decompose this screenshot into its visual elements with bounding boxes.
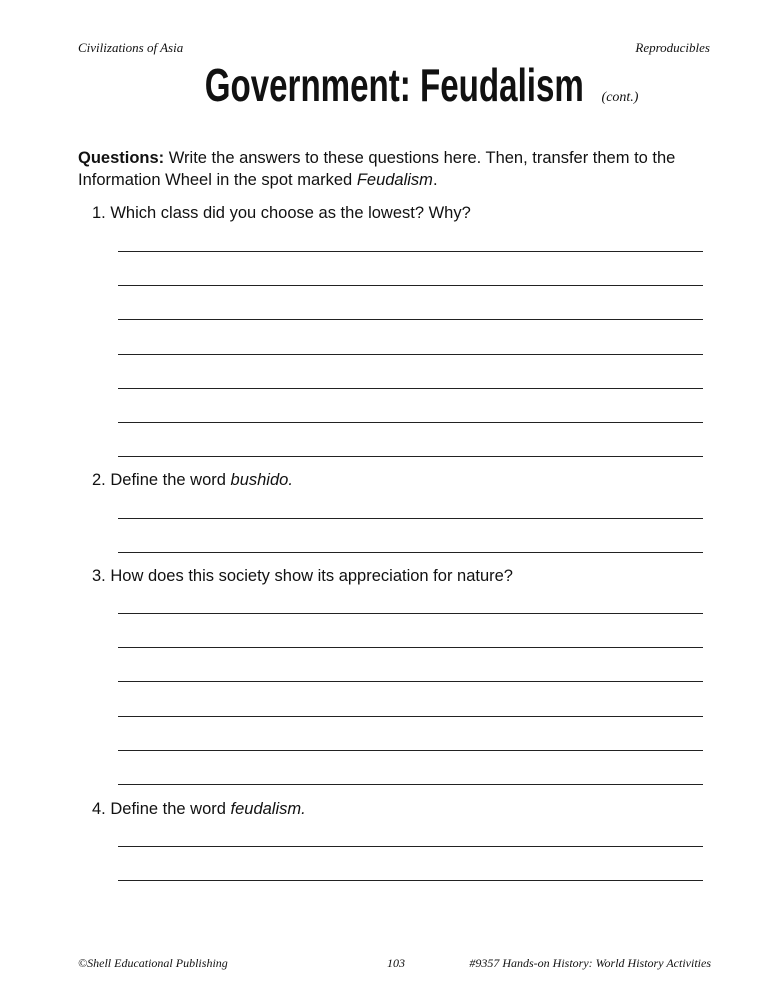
- question-number: 3.: [92, 567, 106, 585]
- answer-line[interactable]: [118, 285, 703, 286]
- instructions: [78, 147, 718, 191]
- answer-line[interactable]: [118, 251, 703, 252]
- question-emphasis: bushido.: [230, 471, 293, 489]
- footer-book: #9357 Hands-on History: World History Activities: [469, 956, 711, 970]
- title-suffix: (cont.): [601, 90, 639, 105]
- answer-line[interactable]: [118, 716, 703, 717]
- answer-line[interactable]: [118, 613, 703, 614]
- question-number: 4.: [92, 800, 106, 818]
- answer-line[interactable]: [118, 456, 703, 457]
- instructions-label: Questions:: [78, 149, 165, 167]
- answer-line[interactable]: [118, 681, 703, 682]
- question-text: Define the word: [110, 471, 231, 489]
- answer-line[interactable]: [118, 518, 703, 519]
- answer-line[interactable]: [118, 784, 703, 785]
- question-4: [92, 800, 306, 819]
- answer-line[interactable]: [118, 880, 703, 881]
- page-number: 103: [387, 956, 405, 970]
- answer-line[interactable]: [118, 647, 703, 648]
- answer-line[interactable]: [118, 422, 703, 423]
- page-title: [0, 58, 769, 112]
- question-emphasis: feudalism.: [230, 800, 306, 818]
- answer-line[interactable]: [118, 354, 703, 355]
- answer-line[interactable]: [118, 846, 703, 847]
- answer-line[interactable]: [118, 750, 703, 751]
- instructions-end: .: [432, 171, 438, 189]
- footer-publisher: ©Shell Educational Publishing: [78, 956, 228, 970]
- question-number: 2.: [92, 471, 106, 489]
- question-number: 1.: [92, 204, 106, 222]
- answer-line[interactable]: [118, 388, 703, 389]
- question-2: [92, 471, 293, 490]
- answer-line[interactable]: [118, 319, 703, 320]
- instructions-text: Write the answers to these questions here. Then, transfer them to the Information Wheel in the spot marked: [78, 149, 676, 189]
- instructions-emphasis: Feudalism: [356, 171, 433, 189]
- answer-line[interactable]: [118, 552, 703, 553]
- title-main: Government: Feudalism: [204, 59, 584, 111]
- header-section: Reproducibles: [635, 40, 710, 55]
- question-text: Define the word: [110, 800, 231, 818]
- question-1: [92, 204, 471, 223]
- question-text: How does this society show its appreciation for nature?: [110, 567, 513, 585]
- question-text: Which class did you choose as the lowest? Why?: [110, 204, 471, 222]
- header-book-title: Civilizations of Asia: [78, 40, 184, 55]
- question-3: [92, 567, 513, 586]
